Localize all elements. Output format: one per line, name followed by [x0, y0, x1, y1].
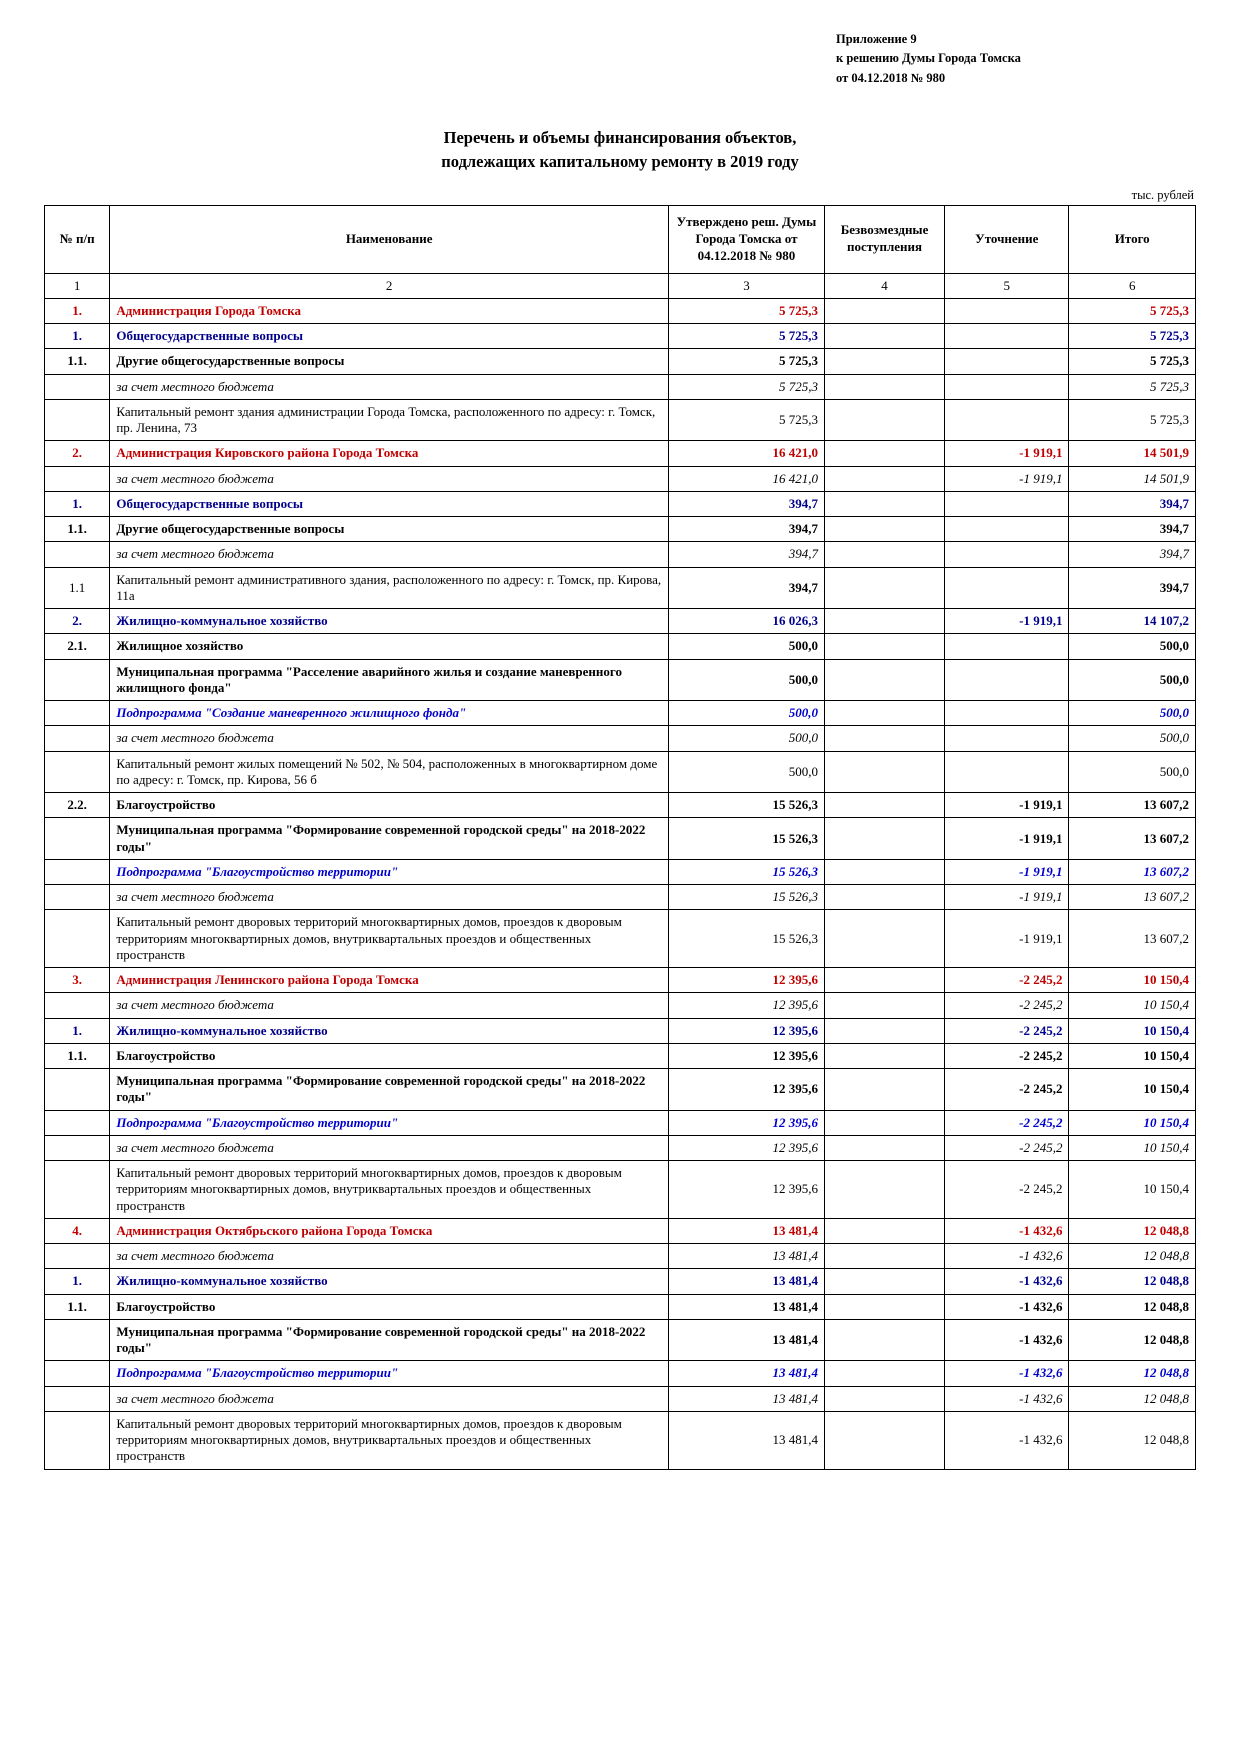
row-value-col6: 394,7	[1069, 491, 1196, 516]
row-value-col5: -1 919,1	[945, 818, 1069, 860]
row-index: 1.	[45, 298, 110, 323]
row-value-col5	[945, 349, 1069, 374]
row-value-col6: 14 501,9	[1069, 441, 1196, 466]
row-value-col5	[945, 491, 1069, 516]
row-value-col5: -2 245,2	[945, 1110, 1069, 1135]
row-value-col6: 500,0	[1069, 751, 1196, 793]
row-value-col4	[824, 517, 944, 542]
row-value-col6: 12 048,8	[1069, 1294, 1196, 1319]
row-value-col6: 394,7	[1069, 517, 1196, 542]
row-value-col4	[824, 466, 944, 491]
row-index: 1.	[45, 324, 110, 349]
table-row	[45, 374, 1196, 399]
row-value-col3: 15 526,3	[668, 859, 824, 884]
table-row	[45, 910, 1196, 968]
table-row	[45, 542, 1196, 567]
row-value-col6: 10 150,4	[1069, 1161, 1196, 1219]
row-value-col6: 13 607,2	[1069, 910, 1196, 968]
table-row	[45, 324, 1196, 349]
row-value-col3: 13 481,4	[668, 1269, 824, 1294]
row-name: Благоустройство	[110, 1043, 669, 1068]
row-value-col5: -2 245,2	[945, 1069, 1069, 1111]
row-name: Подпрограмма "Благоустройство территории"	[110, 1110, 669, 1135]
row-index	[45, 399, 110, 441]
row-value-col5: -2 245,2	[945, 968, 1069, 993]
page-title-line1: Перечень и объемы финансирования объектов,	[443, 128, 797, 148]
row-name: Другие общегосударственные вопросы	[110, 349, 669, 374]
row-name: Жилищно-коммунальное хозяйство	[110, 1018, 669, 1043]
row-value-col4	[824, 609, 944, 634]
row-value-col5: -1 919,1	[945, 609, 1069, 634]
row-value-col5: -1 432,6	[945, 1294, 1069, 1319]
colnum-4: 4	[824, 273, 944, 298]
row-value-col3: 500,0	[668, 659, 824, 701]
row-name: Администрация Октябрьского района Города Томска	[110, 1218, 669, 1243]
row-value-col3: 12 395,6	[668, 1135, 824, 1160]
table-row	[45, 298, 1196, 323]
financing-table	[44, 205, 1196, 1470]
row-value-col3: 5 725,3	[668, 349, 824, 374]
row-index: 2.	[45, 609, 110, 634]
row-name: за счет местного бюджета	[110, 542, 669, 567]
row-value-col3: 15 526,3	[668, 793, 824, 818]
row-index	[45, 1110, 110, 1135]
row-value-col6: 12 048,8	[1069, 1269, 1196, 1294]
row-value-col4	[824, 634, 944, 659]
row-name: Благоустройство	[110, 793, 669, 818]
row-name: Капитальный ремонт дворовых территорий многоквартирных домов, проездов к дворовым территориям многоквартирных домов, внутриквартальных проездов и общественных пространств	[110, 910, 669, 968]
row-index	[45, 910, 110, 968]
table-row	[45, 793, 1196, 818]
row-value-col3: 394,7	[668, 567, 824, 609]
table-row	[45, 751, 1196, 793]
row-name: Другие общегосударственные вопросы	[110, 517, 669, 542]
row-value-col4	[824, 441, 944, 466]
row-value-col6: 12 048,8	[1069, 1244, 1196, 1269]
row-value-col4	[824, 751, 944, 793]
row-value-col4	[824, 349, 944, 374]
row-index	[45, 1069, 110, 1111]
row-value-col3: 15 526,3	[668, 818, 824, 860]
table-row	[45, 1411, 1196, 1469]
row-value-col6: 500,0	[1069, 726, 1196, 751]
table-row	[45, 885, 1196, 910]
row-value-col5: -1 432,6	[945, 1361, 1069, 1386]
row-name: Подпрограмма "Благоустройство территории"	[110, 859, 669, 884]
row-value-col5	[945, 659, 1069, 701]
row-value-col3: 5 725,3	[668, 399, 824, 441]
table-row	[45, 818, 1196, 860]
row-name: Муниципальная программа "Формирование современной городской среды" на 2018-2022 годы"	[110, 818, 669, 860]
row-index	[45, 751, 110, 793]
row-value-col6: 394,7	[1069, 542, 1196, 567]
row-value-col6: 500,0	[1069, 701, 1196, 726]
row-value-col5: -1 919,1	[945, 466, 1069, 491]
row-value-col4	[824, 1411, 944, 1469]
row-index: 1.	[45, 1269, 110, 1294]
row-name: Жилищное хозяйство	[110, 634, 669, 659]
table-row	[45, 399, 1196, 441]
row-value-col4	[824, 1244, 944, 1269]
table-column-numbers-row	[45, 273, 1196, 298]
row-value-col5: -1 432,6	[945, 1411, 1069, 1469]
row-value-col6: 14 107,2	[1069, 609, 1196, 634]
header-approved: Утверждено реш. Думы Города Томска от 04.12.2018 № 980	[668, 205, 824, 273]
row-value-col4	[824, 1135, 944, 1160]
row-value-col4	[824, 659, 944, 701]
row-value-col5	[945, 567, 1069, 609]
row-index	[45, 659, 110, 701]
row-value-col3: 15 526,3	[668, 910, 824, 968]
row-name: Жилищно-коммунальное хозяйство	[110, 1269, 669, 1294]
table-row	[45, 993, 1196, 1018]
row-value-col3: 5 725,3	[668, 324, 824, 349]
row-value-col6: 500,0	[1069, 659, 1196, 701]
row-name: Благоустройство	[110, 1294, 669, 1319]
page-title	[44, 126, 1196, 174]
table-row	[45, 466, 1196, 491]
row-value-col4	[824, 1161, 944, 1219]
appendix-reference	[836, 24, 1196, 88]
row-value-col5: -2 245,2	[945, 1135, 1069, 1160]
row-value-col3: 394,7	[668, 542, 824, 567]
table-row	[45, 349, 1196, 374]
row-value-col4	[824, 1110, 944, 1135]
row-index	[45, 466, 110, 491]
table-row	[45, 659, 1196, 701]
row-index	[45, 885, 110, 910]
row-name: Капитальный ремонт дворовых территорий многоквартирных домов, проездов к дворовым территориям многоквартирных домов, внутриквартальных проездов и общественных пространств	[110, 1411, 669, 1469]
table-row	[45, 1361, 1196, 1386]
row-index: 4.	[45, 1218, 110, 1243]
row-value-col5	[945, 751, 1069, 793]
colnum-2: 2	[110, 273, 669, 298]
row-value-col3: 12 395,6	[668, 1110, 824, 1135]
units-label: тыс. рублей	[1131, 187, 1194, 202]
row-value-col5	[945, 399, 1069, 441]
row-value-col5: -2 245,2	[945, 1161, 1069, 1219]
table-row	[45, 701, 1196, 726]
colnum-3: 3	[668, 273, 824, 298]
row-value-col3: 13 481,4	[668, 1411, 824, 1469]
row-index	[45, 1161, 110, 1219]
row-value-col6: 5 725,3	[1069, 349, 1196, 374]
table-body	[45, 298, 1196, 1469]
row-value-col3: 12 395,6	[668, 1018, 824, 1043]
row-value-col6: 13 607,2	[1069, 818, 1196, 860]
table-row	[45, 634, 1196, 659]
colnum-5: 5	[945, 273, 1069, 298]
header-index: № п/п	[45, 205, 110, 273]
row-index: 1.1.	[45, 1043, 110, 1068]
row-value-col4	[824, 885, 944, 910]
row-index	[45, 726, 110, 751]
row-value-col5	[945, 324, 1069, 349]
header-name: Наименование	[110, 205, 669, 273]
row-name: Общегосударственные вопросы	[110, 324, 669, 349]
row-value-col3: 13 481,4	[668, 1386, 824, 1411]
row-value-col5: -1 919,1	[945, 910, 1069, 968]
row-value-col5	[945, 374, 1069, 399]
row-index: 2.1.	[45, 634, 110, 659]
row-name: за счет местного бюджета	[110, 374, 669, 399]
row-index: 3.	[45, 968, 110, 993]
appendix-decision: к решению Думы Города Томска	[836, 51, 1021, 66]
row-index	[45, 993, 110, 1018]
row-value-col3: 5 725,3	[668, 374, 824, 399]
row-value-col5: -1 432,6	[945, 1269, 1069, 1294]
row-index: 1.	[45, 1018, 110, 1043]
row-value-col5: -1 432,6	[945, 1218, 1069, 1243]
row-name: Муниципальная программа "Формирование современной городской среды" на 2018-2022 годы"	[110, 1319, 669, 1361]
row-name: за счет местного бюджета	[110, 466, 669, 491]
row-name: Жилищно-коммунальное хозяйство	[110, 609, 669, 634]
row-value-col4	[824, 399, 944, 441]
row-name: Подпрограмма "Благоустройство территории"	[110, 1361, 669, 1386]
row-value-col6: 12 048,8	[1069, 1361, 1196, 1386]
header-gratuitous: Безвозмездные поступления	[824, 205, 944, 273]
row-value-col6: 13 607,2	[1069, 793, 1196, 818]
table-row	[45, 441, 1196, 466]
row-value-col6: 10 150,4	[1069, 1043, 1196, 1068]
row-index	[45, 1386, 110, 1411]
row-name: Капитальный ремонт административного здания, расположенного по адресу: г. Томск, пр. Кирова, 11а	[110, 567, 669, 609]
table-header-row	[45, 205, 1196, 273]
row-name: Муниципальная программа "Расселение аварийного жилья и создание маневренного жилищного фонда"	[110, 659, 669, 701]
row-value-col3: 12 395,6	[668, 968, 824, 993]
row-value-col3: 13 481,4	[668, 1244, 824, 1269]
row-name: Капитальный ремонт жилых помещений № 502, № 504, расположенных в многоквартирном доме по адресу: г. Томск, пр. Кирова, 56 б	[110, 751, 669, 793]
row-index	[45, 1319, 110, 1361]
table-row	[45, 1386, 1196, 1411]
row-index	[45, 1361, 110, 1386]
row-index	[45, 1135, 110, 1160]
row-value-col5: -1 919,1	[945, 441, 1069, 466]
row-value-col3: 12 395,6	[668, 993, 824, 1018]
row-value-col6: 12 048,8	[1069, 1411, 1196, 1469]
row-name: за счет местного бюджета	[110, 993, 669, 1018]
row-value-col3: 16 026,3	[668, 609, 824, 634]
row-value-col5: -2 245,2	[945, 993, 1069, 1018]
row-name: за счет местного бюджета	[110, 885, 669, 910]
row-value-col3: 16 421,0	[668, 441, 824, 466]
row-value-col5	[945, 517, 1069, 542]
row-value-col3: 5 725,3	[668, 298, 824, 323]
row-value-col3: 12 395,6	[668, 1161, 824, 1219]
row-value-col6: 13 607,2	[1069, 885, 1196, 910]
row-value-col4	[824, 993, 944, 1018]
row-value-col5: -1 919,1	[945, 793, 1069, 818]
table-row	[45, 859, 1196, 884]
row-value-col4	[824, 1043, 944, 1068]
row-index: 2.2.	[45, 793, 110, 818]
row-value-col3: 13 481,4	[668, 1294, 824, 1319]
header-total: Итого	[1069, 205, 1196, 273]
row-value-col4	[824, 542, 944, 567]
row-value-col4	[824, 324, 944, 349]
row-value-col4	[824, 910, 944, 968]
row-value-col6: 14 501,9	[1069, 466, 1196, 491]
table-row	[45, 1269, 1196, 1294]
row-value-col5: -2 245,2	[945, 1043, 1069, 1068]
row-value-col3: 500,0	[668, 701, 824, 726]
row-value-col6: 12 048,8	[1069, 1319, 1196, 1361]
table-row	[45, 567, 1196, 609]
row-value-col6: 10 150,4	[1069, 1135, 1196, 1160]
row-value-col3: 500,0	[668, 634, 824, 659]
row-value-col3: 13 481,4	[668, 1319, 824, 1361]
row-value-col5	[945, 542, 1069, 567]
row-index: 1.	[45, 491, 110, 516]
table-row	[45, 1161, 1196, 1219]
row-name: за счет местного бюджета	[110, 1244, 669, 1269]
row-value-col5	[945, 634, 1069, 659]
row-index	[45, 701, 110, 726]
row-index	[45, 374, 110, 399]
row-index	[45, 542, 110, 567]
row-value-col4	[824, 1069, 944, 1111]
row-value-col4	[824, 793, 944, 818]
row-name: Администрация Кировского района Города Томска	[110, 441, 669, 466]
row-value-col6: 13 607,2	[1069, 859, 1196, 884]
table-row	[45, 726, 1196, 751]
row-value-col6: 5 725,3	[1069, 298, 1196, 323]
row-value-col4	[824, 701, 944, 726]
table-row	[45, 1244, 1196, 1269]
row-value-col4	[824, 818, 944, 860]
row-value-col6: 10 150,4	[1069, 993, 1196, 1018]
row-value-col6: 10 150,4	[1069, 968, 1196, 993]
row-value-col3: 12 395,6	[668, 1069, 824, 1111]
row-value-col4	[824, 1294, 944, 1319]
appendix-date: от 04.12.2018 № 980	[836, 70, 946, 85]
row-value-col6: 10 150,4	[1069, 1069, 1196, 1111]
row-value-col4	[824, 1018, 944, 1043]
row-index: 1.1.	[45, 349, 110, 374]
colnum-1: 1	[45, 273, 110, 298]
row-name: Капитальный ремонт здания администрации Города Томска, расположенного по адресу: г. Томск, пр. Ленина, 73	[110, 399, 669, 441]
table-row	[45, 1069, 1196, 1111]
row-value-col3: 13 481,4	[668, 1218, 824, 1243]
row-value-col3: 15 526,3	[668, 885, 824, 910]
row-index	[45, 859, 110, 884]
row-value-col6: 10 150,4	[1069, 1110, 1196, 1135]
row-value-col3: 394,7	[668, 491, 824, 516]
row-name: Капитальный ремонт дворовых территорий многоквартирных домов, проездов к дворовым территориям многоквартирных домов, внутриквартальных проездов и общественных пространств	[110, 1161, 669, 1219]
row-value-col6: 5 725,3	[1069, 324, 1196, 349]
row-value-col6: 500,0	[1069, 634, 1196, 659]
row-value-col6: 12 048,8	[1069, 1218, 1196, 1243]
table-row	[45, 1294, 1196, 1319]
table-row	[45, 1218, 1196, 1243]
row-index	[45, 818, 110, 860]
row-value-col5: -1 919,1	[945, 859, 1069, 884]
table-row	[45, 1110, 1196, 1135]
row-value-col4	[824, 1386, 944, 1411]
row-value-col5	[945, 726, 1069, 751]
row-value-col5: -2 245,2	[945, 1018, 1069, 1043]
row-value-col3: 394,7	[668, 517, 824, 542]
row-name: Подпрограмма "Создание маневренного жилищного фонда"	[110, 701, 669, 726]
header-adjustment: Уточнение	[945, 205, 1069, 273]
row-value-col5: -1 432,6	[945, 1386, 1069, 1411]
row-value-col4	[824, 1218, 944, 1243]
table-row	[45, 609, 1196, 634]
table-row	[45, 968, 1196, 993]
row-value-col5	[945, 298, 1069, 323]
table-row	[45, 517, 1196, 542]
row-value-col4	[824, 859, 944, 884]
row-value-col4	[824, 491, 944, 516]
row-value-col6: 5 725,3	[1069, 374, 1196, 399]
row-value-col4	[824, 298, 944, 323]
row-value-col5: -1 432,6	[945, 1319, 1069, 1361]
row-index: 2.	[45, 441, 110, 466]
row-value-col3: 500,0	[668, 751, 824, 793]
row-value-col5	[945, 701, 1069, 726]
row-value-col3: 13 481,4	[668, 1361, 824, 1386]
row-name: Администрация Города Томска	[110, 298, 669, 323]
row-value-col4	[824, 1319, 944, 1361]
table-row	[45, 1319, 1196, 1361]
row-name: Администрация Ленинского района Города Томска	[110, 968, 669, 993]
table-row	[45, 1018, 1196, 1043]
row-value-col4	[824, 726, 944, 751]
row-value-col3: 12 395,6	[668, 1043, 824, 1068]
appendix-number: Приложение 9	[836, 32, 917, 46]
table-row	[45, 1043, 1196, 1068]
row-index	[45, 1411, 110, 1469]
row-value-col5: -1 919,1	[945, 885, 1069, 910]
colnum-6: 6	[1069, 273, 1196, 298]
row-name: за счет местного бюджета	[110, 726, 669, 751]
row-value-col4	[824, 567, 944, 609]
row-name: Муниципальная программа "Формирование современной городской среды" на 2018-2022 годы"	[110, 1069, 669, 1111]
page-title-line2: подлежащих капитальному ремонту в 2019 году	[441, 152, 799, 172]
row-value-col4	[824, 374, 944, 399]
table-head	[45, 205, 1196, 298]
table-row	[45, 1135, 1196, 1160]
row-index	[45, 1244, 110, 1269]
row-name: за счет местного бюджета	[110, 1135, 669, 1160]
row-value-col6: 12 048,8	[1069, 1386, 1196, 1411]
row-value-col6: 5 725,3	[1069, 399, 1196, 441]
table-row	[45, 491, 1196, 516]
row-value-col3: 500,0	[668, 726, 824, 751]
row-value-col4	[824, 1269, 944, 1294]
row-value-col4	[824, 1361, 944, 1386]
row-name: Общегосударственные вопросы	[110, 491, 669, 516]
row-value-col3: 16 421,0	[668, 466, 824, 491]
row-index: 1.1	[45, 567, 110, 609]
row-name: за счет местного бюджета	[110, 1386, 669, 1411]
row-value-col6: 394,7	[1069, 567, 1196, 609]
row-value-col6: 10 150,4	[1069, 1018, 1196, 1043]
row-value-col4	[824, 968, 944, 993]
row-value-col5: -1 432,6	[945, 1244, 1069, 1269]
row-index: 1.1.	[45, 1294, 110, 1319]
row-index: 1.1.	[45, 517, 110, 542]
